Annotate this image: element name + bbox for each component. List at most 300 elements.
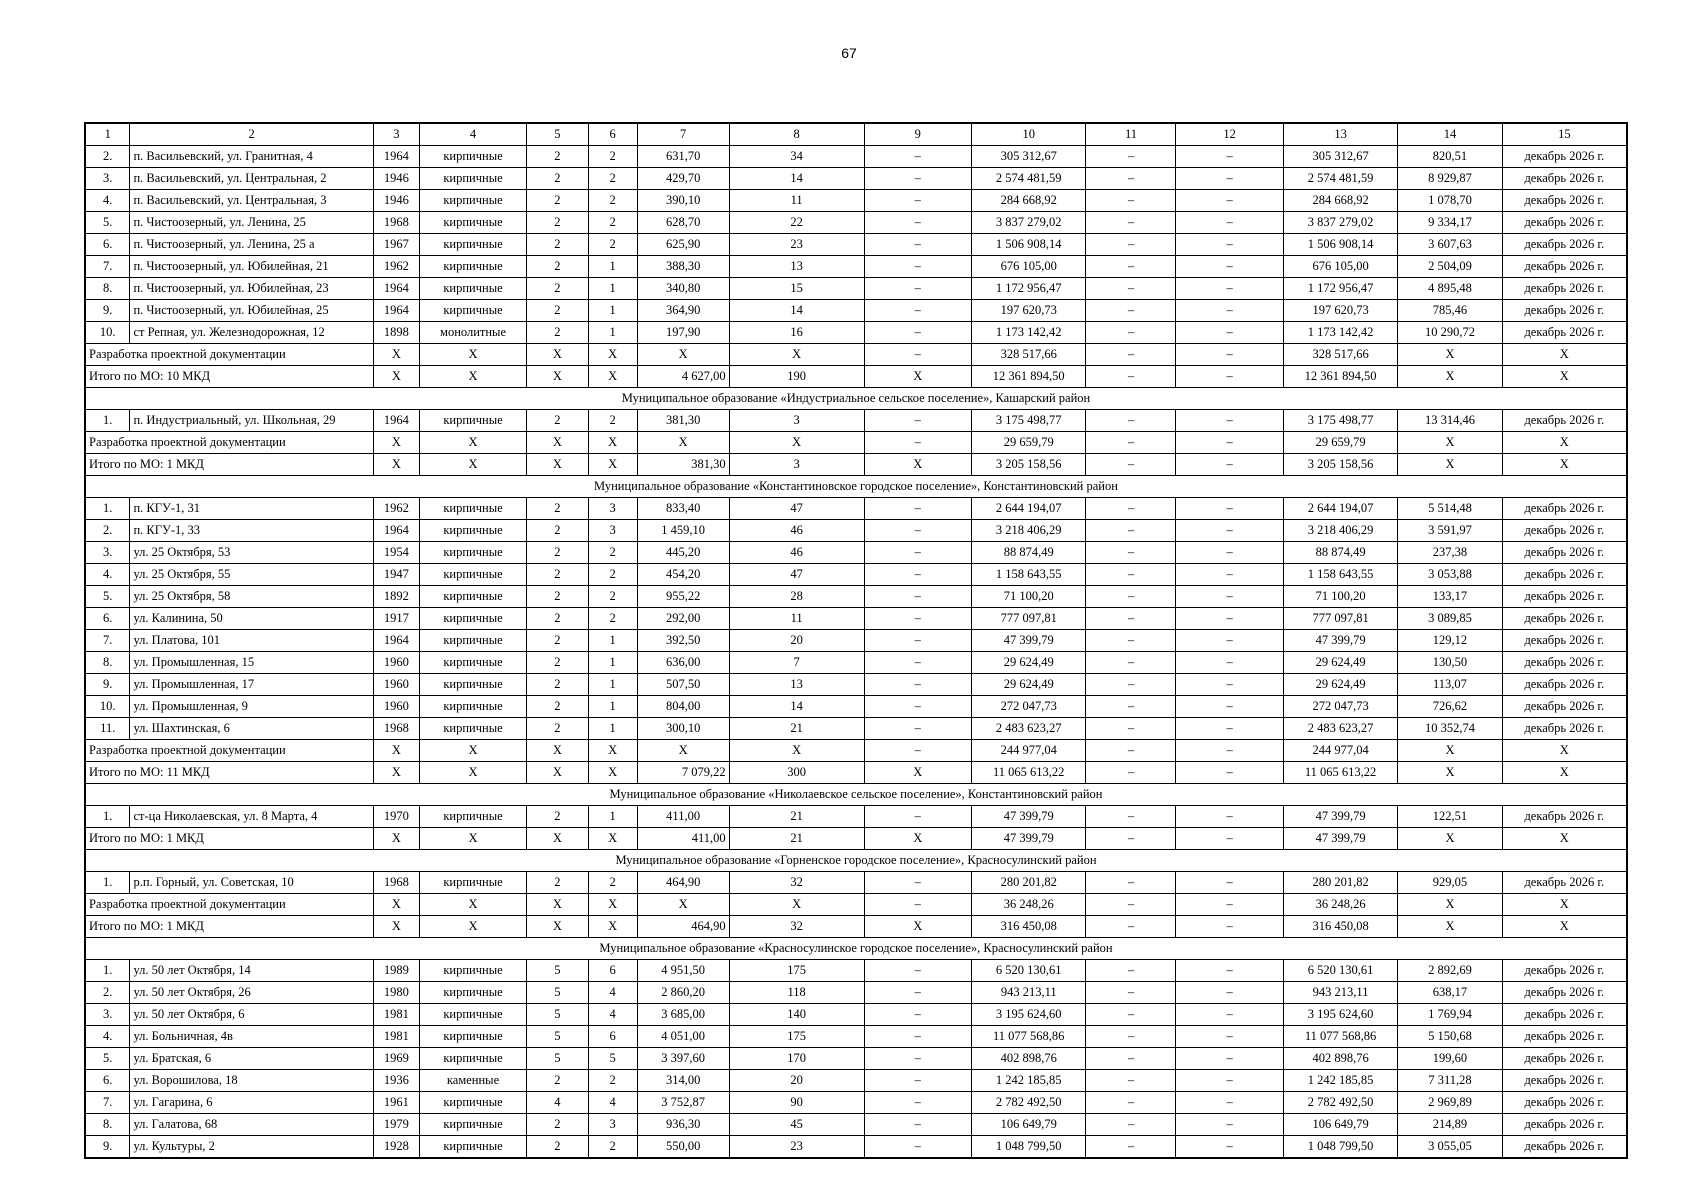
table-cell: кирпичные [419, 718, 526, 740]
table-cell: – [1176, 1070, 1283, 1092]
table-cell: – [864, 718, 971, 740]
table-cell: 1981 [373, 1026, 419, 1048]
table-cell: – [1086, 1070, 1176, 1092]
table-cell: X [1502, 828, 1627, 850]
table-cell: 3 837 279,02 [971, 212, 1086, 234]
table-cell: декабрь 2026 г. [1502, 1004, 1627, 1026]
table-cell: 3 607,63 [1398, 234, 1502, 256]
table-cell: 71 100,20 [1283, 586, 1398, 608]
table-cell: – [1176, 652, 1283, 674]
table-cell: кирпичные [419, 696, 526, 718]
row-number-cell: 3. [85, 1004, 130, 1026]
table-cell: X [588, 828, 637, 850]
table-cell: – [1086, 564, 1176, 586]
table-cell: – [1086, 586, 1176, 608]
table-cell: 1 [588, 322, 637, 344]
table-cell: 402 898,76 [971, 1048, 1086, 1070]
table-cell: 10 352,74 [1398, 718, 1502, 740]
table-cell: 1 173 142,42 [1283, 322, 1398, 344]
row-number-cell: 7. [85, 1092, 130, 1114]
table-cell: 1947 [373, 564, 419, 586]
table-cell: 11 077 568,86 [971, 1026, 1086, 1048]
row-number-cell: 8. [85, 1114, 130, 1136]
table-cell: – [1176, 982, 1283, 1004]
table-cell: – [864, 960, 971, 982]
table-cell: 3 837 279,02 [1283, 212, 1398, 234]
table-cell: 20 [729, 1070, 864, 1092]
table-cell: 47 399,79 [971, 806, 1086, 828]
table-cell: декабрь 2026 г. [1502, 960, 1627, 982]
table-cell: 636,00 [637, 652, 729, 674]
table-cell: декабрь 2026 г. [1502, 212, 1627, 234]
table-cell: 2 [527, 586, 588, 608]
table-row [85, 146, 1627, 168]
table-cell: кирпичные [419, 1136, 526, 1159]
column-number-cell: 10 [971, 123, 1086, 146]
table-cell: X [373, 916, 419, 938]
column-number-cell: 8 [729, 123, 864, 146]
table-cell: 2 574 481,59 [1283, 168, 1398, 190]
table-cell: – [1086, 982, 1176, 1004]
table-cell: X [527, 366, 588, 388]
table-cell: кирпичные [419, 146, 526, 168]
table-cell: кирпичные [419, 498, 526, 520]
total-row [85, 762, 1627, 784]
total-row [85, 454, 1627, 476]
table-cell: 390,10 [637, 190, 729, 212]
table-cell: X [1502, 344, 1627, 366]
column-number-cell: 14 [1398, 123, 1502, 146]
table-cell: X [419, 740, 526, 762]
address-cell: п. Васильевский, ул. Центральная, 2 [130, 168, 373, 190]
table-cell: – [1086, 278, 1176, 300]
table-cell: X [373, 762, 419, 784]
table-cell: кирпичные [419, 1048, 526, 1070]
design-docs-label: Разработка проектной документации [85, 432, 373, 454]
row-number-cell: 10. [85, 322, 130, 344]
table-cell: 445,20 [637, 542, 729, 564]
table-cell: – [1086, 454, 1176, 476]
table-cell: 1 [588, 696, 637, 718]
row-number-cell: 9. [85, 1136, 130, 1159]
table-cell: декабрь 2026 г. [1502, 564, 1627, 586]
table-cell: 2 892,69 [1398, 960, 1502, 982]
table-cell: 3 [729, 454, 864, 476]
table-cell: 1 158 643,55 [1283, 564, 1398, 586]
table-cell: 1 172 956,47 [971, 278, 1086, 300]
table-cell: 129,12 [1398, 630, 1502, 652]
table-cell: декабрь 2026 г. [1502, 256, 1627, 278]
section-heading: Муниципальное образование «Горненское городское поселение», Красносулинский район [85, 850, 1627, 872]
table-cell: декабрь 2026 г. [1502, 1114, 1627, 1136]
table-cell: X [373, 432, 419, 454]
address-cell: п. Чистоозерный, ул. Юбилейная, 23 [130, 278, 373, 300]
table-cell: 2 [527, 718, 588, 740]
table-cell: – [864, 1136, 971, 1159]
table-cell: 47 399,79 [1283, 630, 1398, 652]
table-cell: 3 [588, 520, 637, 542]
section-heading: Муниципальное образование «Красносулинское городское поселение», Красносулинский район [85, 938, 1627, 960]
table-cell: кирпичные [419, 300, 526, 322]
table-cell: 1 [588, 256, 637, 278]
table-cell: 2 [527, 168, 588, 190]
table-cell: кирпичные [419, 1092, 526, 1114]
table-cell: – [1086, 1114, 1176, 1136]
row-number-cell: 5. [85, 1048, 130, 1070]
address-cell: ул. 50 лет Октября, 26 [130, 982, 373, 1004]
table-cell: 170 [729, 1048, 864, 1070]
table-cell: кирпичные [419, 982, 526, 1004]
table-cell: X [637, 894, 729, 916]
table-cell: – [1086, 1004, 1176, 1026]
table-cell: – [1176, 520, 1283, 542]
table-row [85, 652, 1627, 674]
table-cell: 2 [527, 806, 588, 828]
table-cell: декабрь 2026 г. [1502, 608, 1627, 630]
table-cell: 45 [729, 1114, 864, 1136]
row-number-cell: 1. [85, 960, 130, 982]
table-row [85, 212, 1627, 234]
table-cell: – [1176, 696, 1283, 718]
table-cell: – [1176, 1136, 1283, 1159]
table-cell: 929,05 [1398, 872, 1502, 894]
table-cell: 1 158 643,55 [971, 564, 1086, 586]
table-cell: 29 659,79 [971, 432, 1086, 454]
table-cell: 130,50 [1398, 652, 1502, 674]
table-cell: 9 334,17 [1398, 212, 1502, 234]
table-cell: декабрь 2026 г. [1502, 190, 1627, 212]
table-cell: X [1398, 366, 1502, 388]
table-cell: 1946 [373, 168, 419, 190]
address-cell: ул. Ворошилова, 18 [130, 1070, 373, 1092]
table-cell: – [1176, 828, 1283, 850]
table-cell: 328 517,66 [971, 344, 1086, 366]
total-row [85, 916, 1627, 938]
table-cell: X [1398, 828, 1502, 850]
table-cell: 2 574 481,59 [971, 168, 1086, 190]
table-cell: X [729, 894, 864, 916]
total-label: Итого по МО: 1 МКД [85, 454, 373, 476]
table-cell: X [637, 740, 729, 762]
table-cell: 628,70 [637, 212, 729, 234]
table-cell: декабрь 2026 г. [1502, 1048, 1627, 1070]
table-cell: 2 [527, 410, 588, 432]
address-cell: ст-ца Николаевская, ул. 8 Марта, 4 [130, 806, 373, 828]
table-cell: декабрь 2026 г. [1502, 696, 1627, 718]
table-cell: 3 [729, 410, 864, 432]
table-cell: 244 977,04 [1283, 740, 1398, 762]
table-row [85, 696, 1627, 718]
table-cell: – [864, 520, 971, 542]
table-cell: 36 248,26 [971, 894, 1086, 916]
table-row [85, 674, 1627, 696]
table-cell: 1960 [373, 696, 419, 718]
table-cell: 197 620,73 [1283, 300, 1398, 322]
table-cell: 2 [588, 1136, 637, 1159]
table-cell: 122,51 [1398, 806, 1502, 828]
table-cell: 16 [729, 322, 864, 344]
table-cell: 175 [729, 960, 864, 982]
table-row [85, 1092, 1627, 1114]
total-row [85, 828, 1627, 850]
table-cell: 5 [527, 1004, 588, 1026]
row-number-cell: 9. [85, 674, 130, 696]
address-cell: п. Васильевский, ул. Центральная, 3 [130, 190, 373, 212]
table-cell: 1 506 908,14 [1283, 234, 1398, 256]
table-cell: 726,62 [1398, 696, 1502, 718]
table-cell: декабрь 2026 г. [1502, 168, 1627, 190]
table-cell: – [1176, 300, 1283, 322]
table-cell: 3 218 406,29 [971, 520, 1086, 542]
table-cell: 1 172 956,47 [1283, 278, 1398, 300]
table-cell: 2 [527, 256, 588, 278]
table-cell: 3 195 624,60 [1283, 1004, 1398, 1026]
table-cell: монолитные [419, 322, 526, 344]
table-cell: – [1176, 806, 1283, 828]
table-cell: – [864, 586, 971, 608]
table-cell: 88 874,49 [1283, 542, 1398, 564]
table-row [85, 806, 1627, 828]
table-cell: X [527, 454, 588, 476]
table-cell: 1960 [373, 674, 419, 696]
table-cell: – [1086, 322, 1176, 344]
address-cell: ул. Галатова, 68 [130, 1114, 373, 1136]
design-docs-label: Разработка проектной документации [85, 740, 373, 762]
table-cell: 11 065 613,22 [971, 762, 1086, 784]
table-cell: – [1176, 630, 1283, 652]
design-docs-row [85, 432, 1627, 454]
table-cell: кирпичные [419, 212, 526, 234]
table-cell: X [1398, 740, 1502, 762]
table-cell: 1981 [373, 1004, 419, 1026]
row-number-cell: 6. [85, 1070, 130, 1092]
address-cell: ул. 25 Октября, 55 [130, 564, 373, 586]
table-cell: 5 150,68 [1398, 1026, 1502, 1048]
table-cell: X [527, 828, 588, 850]
table-row [85, 190, 1627, 212]
address-cell: ул. Калинина, 50 [130, 608, 373, 630]
table-cell: 13 [729, 256, 864, 278]
table-cell: – [1176, 872, 1283, 894]
table-cell: 1968 [373, 212, 419, 234]
design-docs-row [85, 740, 1627, 762]
column-number-cell: 4 [419, 123, 526, 146]
table-cell: 47 399,79 [971, 828, 1086, 850]
table-cell: X [1398, 762, 1502, 784]
table-cell: X [373, 740, 419, 762]
table-cell: 2 [527, 542, 588, 564]
row-number-cell: 8. [85, 652, 130, 674]
table-cell: 4 [588, 1092, 637, 1114]
table-cell: кирпичные [419, 542, 526, 564]
total-label: Итого по МО: 11 МКД [85, 762, 373, 784]
table-cell: 2 [588, 542, 637, 564]
table-cell: 2 969,89 [1398, 1092, 1502, 1114]
table-cell: 1 [588, 278, 637, 300]
table-cell: 1964 [373, 300, 419, 322]
table-cell: X [373, 894, 419, 916]
table-cell: X [419, 432, 526, 454]
table-cell: – [1086, 652, 1176, 674]
table-cell: – [1086, 300, 1176, 322]
table-cell: кирпичные [419, 520, 526, 542]
table-cell: – [864, 1004, 971, 1026]
row-number-cell: 2. [85, 520, 130, 542]
table-cell: 2 [588, 564, 637, 586]
table-cell: 820,51 [1398, 146, 1502, 168]
table-cell: X [1502, 740, 1627, 762]
table-cell: – [1086, 630, 1176, 652]
table-cell: 2 [588, 190, 637, 212]
table-cell: 1960 [373, 652, 419, 674]
table-cell: – [1176, 718, 1283, 740]
table-cell: декабрь 2026 г. [1502, 674, 1627, 696]
table-cell: – [1176, 454, 1283, 476]
table-cell: 305 312,67 [971, 146, 1086, 168]
table-cell: X [527, 894, 588, 916]
table-cell: 1989 [373, 960, 419, 982]
table-cell: 237,38 [1398, 542, 1502, 564]
table-cell: – [1176, 542, 1283, 564]
table-cell: X [729, 344, 864, 366]
row-number-cell: 4. [85, 190, 130, 212]
section-heading: Муниципальное образование «Константиновское городское поселение», Константиновский район [85, 476, 1627, 498]
section-heading-row [85, 938, 1627, 960]
table-cell: декабрь 2026 г. [1502, 652, 1627, 674]
table-cell: X [1502, 762, 1627, 784]
table-cell: 1 [588, 300, 637, 322]
table-cell: 316 450,08 [971, 916, 1086, 938]
table-cell: 2 782 492,50 [1283, 1092, 1398, 1114]
row-number-cell: 3. [85, 542, 130, 564]
table-cell: 1 459,10 [637, 520, 729, 542]
table-cell: 4 895,48 [1398, 278, 1502, 300]
table-cell: – [1086, 1026, 1176, 1048]
table-cell: 2 [527, 190, 588, 212]
table-cell: 21 [729, 828, 864, 850]
table-cell: 833,40 [637, 498, 729, 520]
table-cell: X [864, 762, 971, 784]
table-cell: – [1176, 608, 1283, 630]
table-cell: 364,90 [637, 300, 729, 322]
table-cell: 4 951,50 [637, 960, 729, 982]
address-cell: ул. 50 лет Октября, 14 [130, 960, 373, 982]
table-cell: 3 089,85 [1398, 608, 1502, 630]
table-cell: – [1086, 1136, 1176, 1159]
address-cell: п. КГУ-1, 33 [130, 520, 373, 542]
table-cell: декабрь 2026 г. [1502, 278, 1627, 300]
table-row [85, 718, 1627, 740]
table-cell: 29 624,49 [1283, 674, 1398, 696]
section-heading-row [85, 784, 1627, 806]
table-cell: 36 248,26 [1283, 894, 1398, 916]
table-cell: 175 [729, 1026, 864, 1048]
table-cell: – [1176, 322, 1283, 344]
table-cell: 4 [588, 982, 637, 1004]
table-cell: 244 977,04 [971, 740, 1086, 762]
address-cell: п. Чистоозерный, ул. Юбилейная, 21 [130, 256, 373, 278]
table-cell: X [419, 894, 526, 916]
table-cell: – [1086, 168, 1176, 190]
table-cell: X [864, 454, 971, 476]
table-cell: 1964 [373, 630, 419, 652]
table-cell: 133,17 [1398, 586, 1502, 608]
table-cell: – [1176, 190, 1283, 212]
table-cell: 272 047,73 [971, 696, 1086, 718]
table-cell: – [864, 740, 971, 762]
table-cell: кирпичные [419, 1114, 526, 1136]
table-cell: 1946 [373, 190, 419, 212]
table-cell: X [419, 344, 526, 366]
table-cell: 3 752,87 [637, 1092, 729, 1114]
table-cell: 8 929,87 [1398, 168, 1502, 190]
table-cell: – [864, 146, 971, 168]
table-cell: кирпичные [419, 652, 526, 674]
table-row [85, 498, 1627, 520]
table-cell: декабрь 2026 г. [1502, 982, 1627, 1004]
table-cell: 2 504,09 [1398, 256, 1502, 278]
row-number-cell: 9. [85, 300, 130, 322]
table-cell: 2 [527, 1070, 588, 1092]
table-cell: 1980 [373, 982, 419, 1004]
table-cell: X [1398, 916, 1502, 938]
table-cell: 388,30 [637, 256, 729, 278]
table-cell: 464,90 [637, 916, 729, 938]
row-number-cell: 10. [85, 696, 130, 718]
table-cell: X [588, 454, 637, 476]
table-cell: 22 [729, 212, 864, 234]
table-cell: 2 [527, 696, 588, 718]
table-cell: кирпичные [419, 190, 526, 212]
table-cell: X [1502, 916, 1627, 938]
table-cell: 1954 [373, 542, 419, 564]
table-cell: 1969 [373, 1048, 419, 1070]
column-number-row [85, 123, 1627, 146]
table-cell: 411,00 [637, 806, 729, 828]
table-cell: 13 314,46 [1398, 410, 1502, 432]
table-cell: – [1176, 344, 1283, 366]
table-cell: – [1086, 872, 1176, 894]
address-cell: ул. 25 Октября, 53 [130, 542, 373, 564]
table-cell: 23 [729, 1136, 864, 1159]
table-cell: – [864, 1070, 971, 1092]
table-cell: – [1176, 1004, 1283, 1026]
table-cell: кирпичные [419, 410, 526, 432]
table-cell: декабрь 2026 г. [1502, 1026, 1627, 1048]
table-cell: – [864, 696, 971, 718]
table-cell: декабрь 2026 г. [1502, 234, 1627, 256]
table-cell: X [373, 344, 419, 366]
table-cell: 4 [527, 1092, 588, 1114]
table-cell: кирпичные [419, 674, 526, 696]
table-row [85, 300, 1627, 322]
table-cell: кирпичные [419, 608, 526, 630]
table-cell: X [588, 344, 637, 366]
table-cell: – [1086, 256, 1176, 278]
table-cell: 2 [588, 168, 637, 190]
table-cell: 140 [729, 1004, 864, 1026]
table-cell: 2 782 492,50 [971, 1092, 1086, 1114]
table-cell: 3 205 158,56 [971, 454, 1086, 476]
table-cell: 1 242 185,85 [971, 1070, 1086, 1092]
table-cell: 3 218 406,29 [1283, 520, 1398, 542]
table-cell: 777 097,81 [971, 608, 1086, 630]
table-row [85, 278, 1627, 300]
table-cell: 14 [729, 300, 864, 322]
table-cell: 32 [729, 916, 864, 938]
table-cell: X [419, 762, 526, 784]
table-cell: 28 [729, 586, 864, 608]
